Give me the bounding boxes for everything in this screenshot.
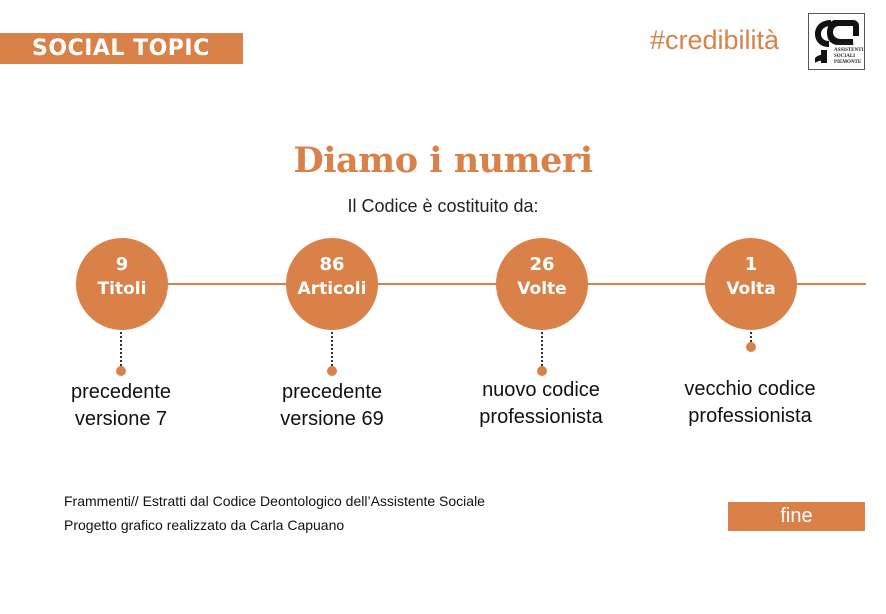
logo-text-line: ASSISTENTI [834, 48, 864, 53]
caption-line: professionista [479, 406, 603, 428]
logo-text-line: PIEMONTE [834, 60, 862, 65]
ordine-logo [808, 13, 865, 70]
timeline-connector [331, 332, 333, 366]
timeline-connector [120, 332, 122, 366]
footer-design-credit: Progetto grafico realizzato da Carla Capuano [64, 517, 345, 533]
caption-line: nuovo codice [482, 379, 600, 401]
stat-unit: Volte [517, 279, 567, 299]
stat-unit: Articoli [297, 279, 367, 299]
stat-unit: Volta [726, 279, 776, 299]
stat-number: 9 [115, 254, 129, 275]
fine-button[interactable]: fine [728, 502, 865, 531]
logo-text-line: ORDINE [834, 42, 855, 47]
stat-caption [21, 379, 221, 433]
page-title: Diamo i numeri [293, 140, 593, 181]
caption-line: professionista [688, 405, 812, 427]
social-topic-banner: SOCIAL TOPIC [0, 33, 243, 64]
timeline-dot [537, 366, 547, 376]
stat-caption [650, 376, 850, 430]
stat-number: 26 [529, 254, 555, 275]
hashtag-label: #credibilità [650, 25, 780, 55]
stat-caption [441, 377, 641, 431]
stat-circle-volta [705, 238, 797, 330]
caption-line: vecchio codice [684, 378, 816, 400]
caption-line: precedente [281, 381, 383, 403]
caption-line: versione 69 [280, 408, 384, 430]
footer-credits-line: Frammenti// Estratti dal Codice Deontologico dell’Assistente Sociale [64, 493, 485, 509]
page-subtitle: Il Codice è costituito da: [347, 196, 539, 216]
timeline-connector [750, 332, 752, 342]
timeline-dot [116, 366, 126, 376]
caption-line: versione 7 [74, 408, 168, 430]
stat-number: 86 [319, 254, 345, 275]
logo-text-line: SOCIALI [834, 54, 856, 59]
stat-caption [232, 379, 432, 433]
stat-circle-volte [496, 238, 588, 330]
timeline-dot [327, 366, 337, 376]
timeline-connector [541, 332, 543, 366]
stat-circle-articoli [286, 238, 378, 330]
timeline-dot [746, 342, 756, 352]
caption-line: precedente [70, 381, 172, 403]
logo-text [834, 42, 863, 66]
stat-number: 1 [744, 254, 758, 275]
stat-unit: Titoli [97, 279, 147, 299]
stat-circle-titoli [76, 238, 168, 330]
